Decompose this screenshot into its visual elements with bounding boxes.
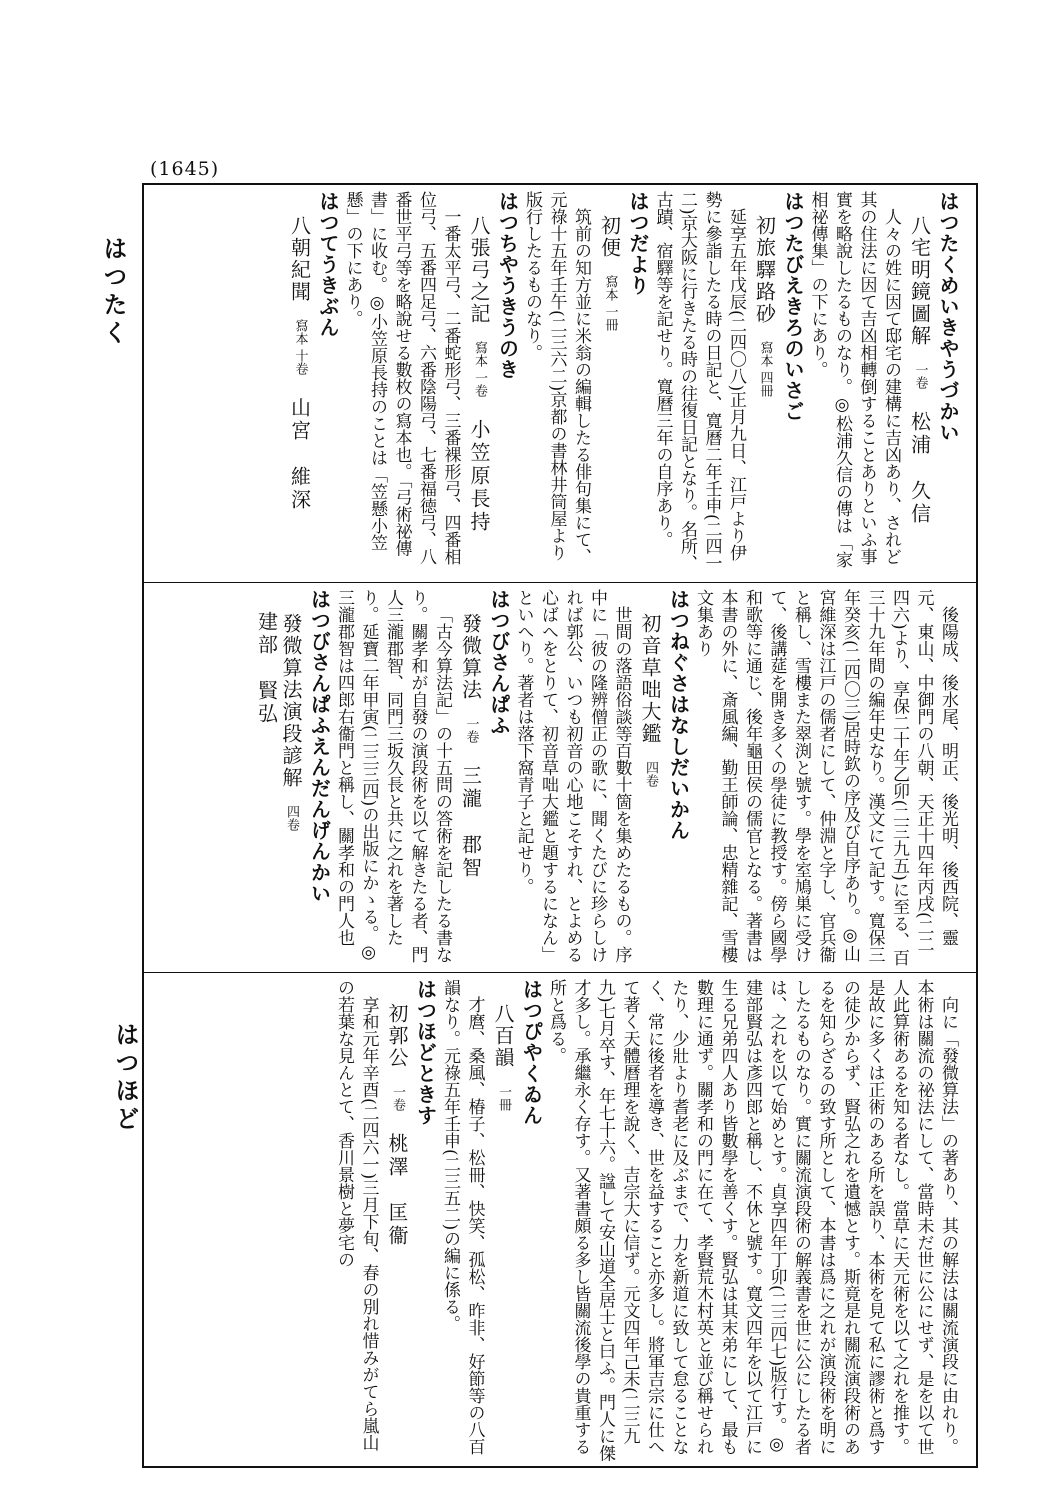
band-text bbox=[154, 589, 960, 966]
work-volumes: 四卷 bbox=[284, 805, 299, 831]
side-index-label: はつほど bbox=[111, 1022, 139, 1134]
entry-heading: はつほどときす bbox=[413, 979, 438, 1126]
entry-heading: はつびさんぱふ bbox=[487, 589, 511, 736]
work-volumes: 寫本 一卷 bbox=[472, 341, 487, 398]
work-volumes: 一冊 bbox=[496, 1085, 511, 1111]
entry-body: 人々の姓に因て邸宅の建構に吉凶あり、されど其の住法に因て吉凶相轉倒することありといふ事實を略說したるものなり。◎松浦久信の傳は「家相祕傳集」の下にあり。 bbox=[807, 191, 901, 568]
entry-body: 後陽成、後水尾、明正、後光明、後西院、靈元、東山、中御門の八朝、天正十四年丙戌(二二四六)より、享保二十年乙卯(二三九五)に至る、百三十九年間の編年史なり。漢文にて記す。寬保三年癸亥(二四〇三)居時欽の序及び自序あり。◎山宮維深は江戸の儒者にして、仲淵と字し、官兵衞と稱し、雪樓また翠渕と號す。學を室鳩巣に受けて、後講莚を開き多くの學徒に教授す。傍ら國學和歌等に通じ、後年龜田侯の儒官となる。著書は本書の外に、斎風編、勤王師論、忠精雜記、雪樓文集あり bbox=[693, 589, 958, 966]
work-author: 建部 賢弘 bbox=[254, 611, 279, 726]
page-number: (1645) bbox=[150, 158, 220, 180]
work-line bbox=[287, 191, 312, 576]
work-volumes: 一卷 bbox=[463, 717, 479, 743]
entry-body: 筑前の知方並に米翁の編輯したる俳句集にて、元祿十五年壬午(二三六二)京都の書林井筒屋より版行したるものなり。 bbox=[522, 191, 591, 565]
work-volumes: 寫本 四冊 bbox=[757, 341, 773, 398]
entry-heading: はつだより bbox=[626, 191, 650, 296]
work-author: 桃澤 匡衞 bbox=[385, 1133, 409, 1248]
work-title: 初便 bbox=[597, 215, 622, 259]
entry-heading: はつぴやくゐん bbox=[519, 979, 544, 1126]
work-title: 八百韻 bbox=[491, 1003, 515, 1069]
entry-body: 一番太平弓、二番蛇形弓、三番裸形弓、四番相位弓、五番四足弓、六番陰陽弓、七番福徳弓、八番世平弓等を略說せる數枚の寫本也。「弓術祕傳書」に收む。◎小笠原長持のことは「笠懸小笠懸」の下にあり。 bbox=[342, 191, 461, 565]
entry-heading: はつてうきぶん bbox=[316, 191, 340, 338]
work-author: 小笠原長持 bbox=[467, 419, 491, 535]
dictionary-frame bbox=[142, 183, 978, 1468]
work-line bbox=[458, 589, 483, 966]
work-title: 初郭公 bbox=[385, 1003, 409, 1069]
work-author: 松浦 久信 bbox=[907, 411, 932, 526]
work-title: 初旅驛路砂 bbox=[752, 215, 777, 325]
work-line bbox=[254, 589, 303, 966]
band-text bbox=[154, 979, 960, 1462]
work-title: 初音草咄大鑑 bbox=[638, 613, 662, 745]
entry-heading: はつびさんぱふえんだんげんかい bbox=[307, 589, 332, 904]
work-line bbox=[907, 191, 932, 576]
work-title: 八張弓之記 bbox=[467, 215, 491, 325]
entry-body: 向に「發微算法」の著あり、其の解法は關流演段に由れり。本術は關流の祕法にして、當時未だ世に公にせず、是を以て世人此算術あるを知る者なし。當草に天元術を以て之れを推す。是故に多くは正術のある所を誤り、本術を見て私に謬術と爲すの徒少からず、賢弘之れを遺憾とす。斯竟是れ關流演段術のあるを知らざるの致す所として、本書は爲に之れが演段術を明にしたるものなり。實に關流演段術の解義書を世に公にしたる者は、之れを以て始めとす。貞享四年丁卯(二三四七)版行す。◎建部賢弘は彥四郎と稱し、不休と號す。寬文四年を以て江戸に生る兄弟四人あり皆數學を善くす。賢弘は其末弟にして、最も數理に通ず。關孝和の門に在て、孝賢荒木村英と並び稱せられたり、少壯より耆老に及ぶまで、力を新道に致して怠ることなく、常に後者を導き、世を益すること亦多し。將軍吉宗に仕へて著く天體曆理を說く、吉宗大に信ず。元文四年己未(二三九九)七月卒す、年七十六。諡して安山道全居士と曰ふ。門人に傑才多し。承繼永く存す。又著書頗る多し皆關流後學の貴重する所と爲る。 bbox=[546, 979, 958, 1462]
work-volumes: 一卷 bbox=[390, 1085, 405, 1111]
entry-heading: はつちやうきうのき bbox=[495, 191, 520, 380]
entry-body: 延享五年戊辰(二四〇八)正月九日、江戸より伊勢に參詣したる時の日記と、寬曆二年壬申(二四一二)京大阪に行きたる時の往復日記となり。名所、古蹟、宿驛等を記せり。寬曆三年の自序あり。 bbox=[652, 191, 746, 572]
work-line bbox=[752, 191, 777, 576]
work-line bbox=[385, 979, 410, 1462]
entry-heading: はつたくめいきやうづかい bbox=[936, 191, 960, 443]
entry-body: 才麿、桑風、椿子、松冊、快笑、孤松、昨非、好節等の八百韻なり。元祿五年壬申(二三五二)の編に係る。 bbox=[440, 979, 485, 1455]
work-volumes: 寫本 十卷 bbox=[292, 319, 308, 376]
band-text bbox=[154, 191, 960, 576]
work-volumes: 寫本 一冊 bbox=[602, 275, 618, 332]
work-title: 發微算法 bbox=[458, 613, 483, 701]
entry-heading: はつたびえきろのいさご bbox=[781, 191, 805, 422]
band-middle bbox=[144, 583, 976, 973]
entry-body: 享和元年辛酉(二四六一)三月下旬、春の別れ惜みがてら嵐山の若葉な見んとて、香川景樹と夢宅の bbox=[334, 979, 379, 1452]
work-volumes: 四卷 bbox=[643, 761, 658, 787]
entry-body: 世間の落語俗談等百數十箇を集めたるもの。序中に「彼の隆辨僧正の歌に、聞くたびに珍らしければ郭公、いつも初音の心地こそすれ、とよめる心ばへをとりて、初音草咄大鑑と題するになん」といへり。著者は落下窩青子と記せり。 bbox=[513, 589, 632, 963]
work-author: 三瀧 郡智 bbox=[458, 765, 483, 880]
entry-heading: はつねぐさはなしだいかん bbox=[666, 589, 691, 841]
work-line bbox=[638, 589, 663, 966]
work-line bbox=[467, 191, 492, 576]
work-volumes: 一卷 bbox=[912, 363, 928, 389]
work-author: 山宮 維深 bbox=[287, 397, 312, 513]
work-line bbox=[491, 979, 516, 1462]
band-top bbox=[144, 185, 976, 583]
work-title: 八宅明鏡圖解 bbox=[907, 215, 932, 347]
band-bottom bbox=[144, 973, 976, 1468]
work-title: 八朝紀聞 bbox=[287, 215, 312, 303]
work-title: 發微算法演段諺解 bbox=[279, 613, 303, 789]
side-index-label: はつたく bbox=[99, 236, 127, 348]
work-line bbox=[597, 191, 622, 576]
entry-body: 「古今算法記」の十五問の答術を記したる書なり。關孝和が自發の演段術を以て解きたる者、門人三瀧郡智、同門三坂久長と共に之れを著したり。延寶二年甲寅(二三三四)の出版にかゝる。◎三瀧郡智は四郎右衞門と稱し、關孝和の門人也 bbox=[334, 589, 452, 963]
